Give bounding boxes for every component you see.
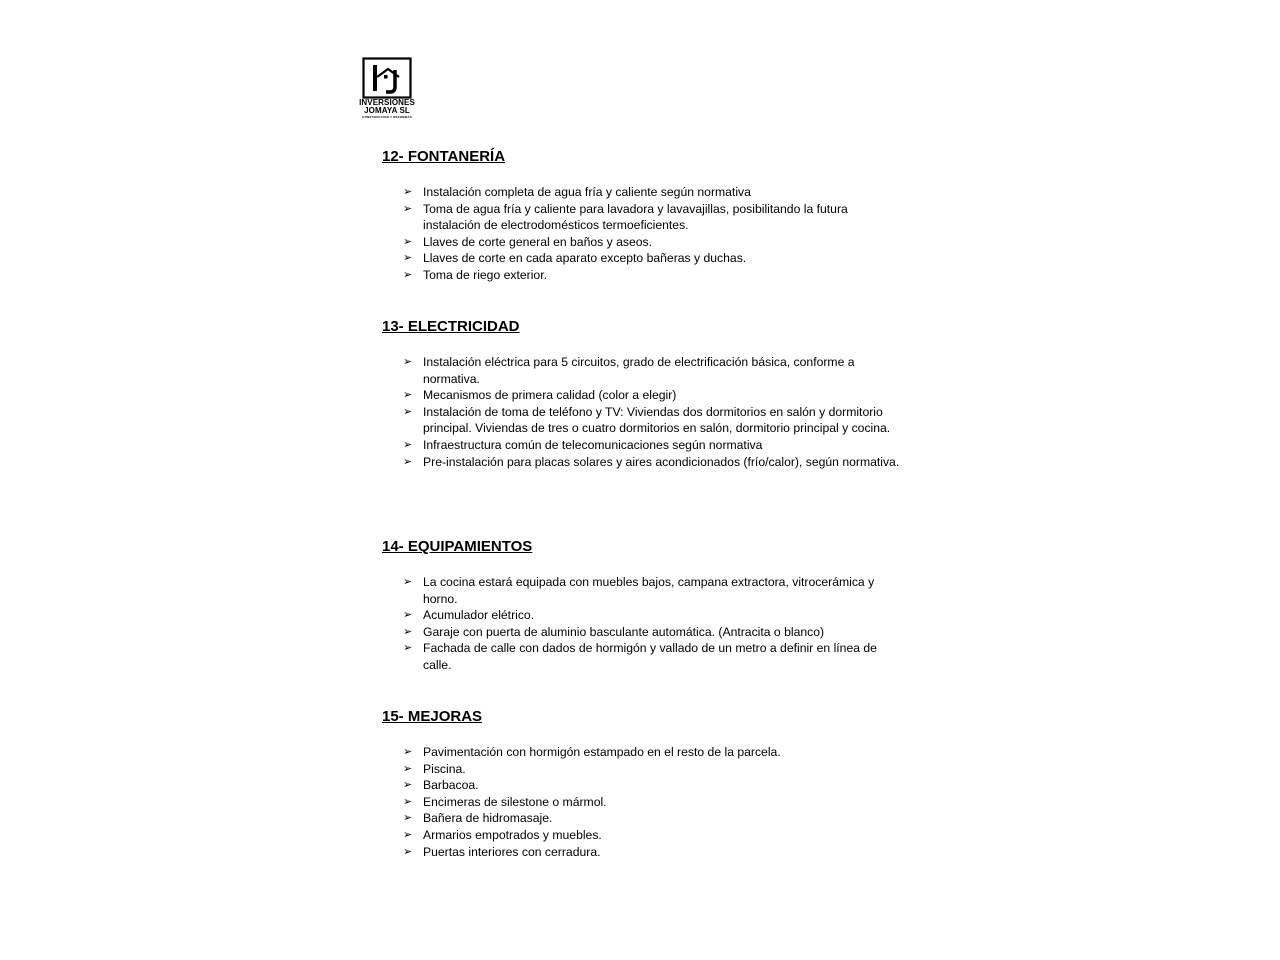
item-text: Armarios empotrados y muebles. xyxy=(423,827,602,842)
arrow-bullet-icon: ➢ xyxy=(403,609,413,622)
item-text: Instalación completa de agua fría y caliente según normativa xyxy=(423,185,751,199)
item-text: Toma de agua fría y caliente para lavadora y lavavajillas, posibilitando la futura instalación de electrodomésticos termoeficientes. xyxy=(423,201,848,233)
section-title: 12- FONTANERÍA xyxy=(382,148,506,165)
list-item xyxy=(382,184,902,201)
arrow-bullet-icon: ➢ xyxy=(403,762,413,775)
item-text: Bañera de hidromasaje. xyxy=(423,811,553,826)
list-item xyxy=(382,827,902,844)
list-item xyxy=(382,201,902,234)
item-list xyxy=(382,354,902,470)
arrow-bullet-icon: ➢ xyxy=(403,828,413,841)
list-item xyxy=(382,234,902,251)
logo-text-line3: CONSTRUCCION Y REFORMAS xyxy=(362,115,412,119)
item-text: Mecanismos de primera calidad (color a elegir) xyxy=(423,388,677,403)
logo-text-line2: JOMAYA SL xyxy=(364,106,410,115)
arrow-bullet-icon: ➢ xyxy=(403,795,413,808)
arrow-bullet-icon: ➢ xyxy=(403,356,413,368)
item-text: Instalación eléctrica para 5 circuitos, grado de electrificación básica, conforme a normativa. xyxy=(423,355,855,386)
item-text: Garaje con puerta de aluminio basculante automática. (Antracita o blanco) xyxy=(423,624,825,639)
section-fontaneria xyxy=(382,148,902,284)
arrow-bullet-icon: ➢ xyxy=(403,812,413,825)
item-text: Infraestructura común de telecomunicaciones según normativa xyxy=(423,437,763,452)
list-item xyxy=(382,250,902,267)
arrow-bullet-icon: ➢ xyxy=(403,455,413,468)
house-logo-icon xyxy=(362,57,412,99)
list-item xyxy=(382,267,902,284)
list-item xyxy=(382,404,902,437)
item-text: Llaves de corte en cada aparato excepto bañeras y duchas. xyxy=(423,251,747,266)
item-text: Encimeras de silestone o mármol. xyxy=(423,794,607,809)
arrow-bullet-icon: ➢ xyxy=(403,268,413,281)
arrow-bullet-icon: ➢ xyxy=(403,235,413,248)
list-item xyxy=(382,777,902,794)
arrow-bullet-icon: ➢ xyxy=(403,779,413,792)
item-text: Instalación de toma de teléfono y TV: Viviendas dos dormitorios en salón y dormitorio principal. Viviendas de tres o cuatro dormitorios en salón, dormitorio principal y cocina. xyxy=(423,404,891,436)
section-electricidad xyxy=(382,318,902,470)
item-text: Puertas interiores con cerradura. xyxy=(423,844,601,859)
list-item xyxy=(382,761,902,778)
list-item xyxy=(382,844,902,861)
arrow-bullet-icon: ➢ xyxy=(403,438,413,451)
arrow-bullet-icon: ➢ xyxy=(403,202,413,215)
item-text: Pavimentación con hormigón estampado en el resto de la parcela. xyxy=(423,745,781,759)
list-item xyxy=(382,354,902,387)
arrow-bullet-icon: ➢ xyxy=(403,845,413,858)
list-item xyxy=(382,437,902,454)
arrow-bullet-icon: ➢ xyxy=(403,642,413,655)
arrow-bullet-icon: ➢ xyxy=(403,405,413,418)
section-title: 13- ELECTRICIDAD xyxy=(382,318,520,335)
list-item xyxy=(382,810,902,827)
item-text: La cocina estará equipada con muebles bajos, campana extractora, vitrocerámica y horno. xyxy=(423,575,875,606)
item-text: Acumulador elétrico. xyxy=(423,608,535,623)
section-equipamientos xyxy=(382,538,902,674)
list-item xyxy=(382,794,902,811)
section-mejoras xyxy=(382,708,902,860)
item-text: Pre-instalación para placas solares y aires acondicionados (frío/calor), según normativa. xyxy=(423,454,900,469)
arrow-bullet-icon: ➢ xyxy=(403,186,413,198)
logo-text-line1: INVERSIONES xyxy=(359,98,415,107)
list-item xyxy=(382,744,902,761)
item-text: Fachada de calle con dados de hormigón y vallado de un metro a definir en línea de calle. xyxy=(423,641,877,672)
item-text: Piscina. xyxy=(423,761,466,776)
arrow-bullet-icon: ➢ xyxy=(403,746,413,758)
arrow-bullet-icon: ➢ xyxy=(403,576,413,588)
arrow-bullet-icon: ➢ xyxy=(403,252,413,265)
item-list xyxy=(382,184,902,284)
item-list xyxy=(382,574,902,674)
item-list xyxy=(382,744,902,860)
list-item xyxy=(382,454,902,471)
list-item xyxy=(382,607,902,624)
arrow-bullet-icon: ➢ xyxy=(403,625,413,638)
section-title: 14- EQUIPAMIENTOS xyxy=(382,538,533,555)
list-item xyxy=(382,574,902,607)
company-logo xyxy=(355,57,419,125)
section-title: 15- MEJORAS xyxy=(382,708,483,725)
list-item xyxy=(382,640,902,673)
item-text: Barbacoa. xyxy=(423,778,479,793)
list-item xyxy=(382,624,902,641)
item-text: Llaves de corte general en baños y aseos. xyxy=(423,234,653,249)
list-item xyxy=(382,387,902,404)
item-text: Toma de riego exterior. xyxy=(423,267,547,282)
arrow-bullet-icon: ➢ xyxy=(403,389,413,402)
